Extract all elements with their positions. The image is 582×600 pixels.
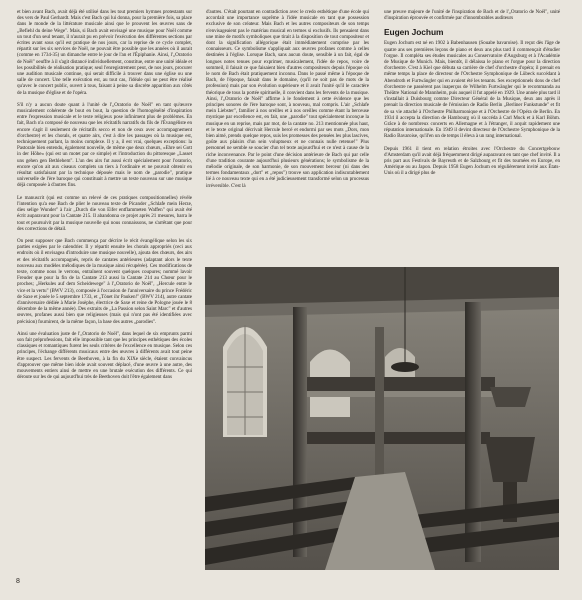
church-interior-illustration [205,267,559,570]
text-column-left [17,9,192,386]
page-number: 8 [16,578,20,585]
paragraph: On peut supposer que Bach commença par décrire le récit évangélique selon les six parties exigées par le calendrier. Il y répartit ensuite les chorals appropriés (ceci aux endroits où il envisagea d'introduire une musique nouvelle), ajouta des chœurs, des airs et des récitatifs accompagnés, repris de cantates antérieures (adaptant alors le texte nouveau aux modèles mélodiques de la musique ainsi récupérée). Ces modifications de texte, comme nous le verrons, entraînent souvent quelques coupures; nommé lavoir Freuder que pour la fin de la Cantate 213 aussi la Cantate 214 au Chœur pour le proches; „Herkules auf dem Scheidewege" à l'„Oratorio de Noël", „Hercule entre le vice et la vertu" (BWV 213), composée à l'occasion de l'anniversaire du prince Frédéric de Saxe et jouée le 5 septembre 1733, et „Tönet ihr Pauken!" (BWV 214), autre cantate d'anniversaire dédiée à Marie Josèphe, électrice de Saxe et reine de Pologne jouée le 8 décembre de la même année). Des extraits de „La Passion selon Saint Marc" et d'autres œuvres, profanes aussi bien que religieuses (mais qui n'ont pas été identifiées avec précision) fournirent, de la même façon, la base des autres „parodies". [17,237,192,325]
paragraph: Le manuscrit (qui est comme un relevé de ces pratiques compositionnelles) révèle l'intention qu'a eue Bach de plier le nouveau texte de Picander „Schlafe mein Herze, dies selige Wunder" à l'air „Durch die von Eifer entflammeten Waffen" qui avait été écrit auparavant pour la Cantate 215. Il abandonna ce projet après 21 mesures, barra le tout et poursuivit par la musique nouvelle qui nous connaissons, ne s'arrêtant que pour des corrections de détail. [17,194,192,232]
section-heading: Eugen Jochum [384,27,444,38]
paragraph: Depuis 1961 il tient en relation étroites avec l'Orchestre du Concertgebouw d'Amsterdam qu'il avait déjà fréquemment dirigé auparavant en tant que chef invité. Il a pris part aux Festivals de Bayreuth et de Salzbourg et fit des tournées en Europe, en Amérique ou au Japon. Depuis 1958 Eugen Jochum en régulièrement invité aux États-Unis où il a dirigé plus de [384,145,560,177]
paragraph: une preuve majeure de l'unité de l'inspiration de Bach et de l'„Oratorio de Noël", unité d'inspiration éprouvée et confirmée par d'innombrables auditeurs [384,9,560,22]
church-interior-photo [205,267,559,570]
paragraph: Ainsi une évaluation juste de l'„Oratorio de Noël", dans lequel de six emprunts parmi son fait préprofessions, fait elle impossible tant que les principes esthétiques des écoles classiques et romantiques furent les seuls critères de l'excellence en musique. Selon ces principes, l'échange différents musicaux entre des œuvres à différents avait tout peine être suspect. Les fervents de Beethoven, à la fin du XIXe siècle, étaient convaincus d'approuver que même bien idole avait souvent déplacé, d'une œuvre à une autre, des mouvements entiers ainsi de mettre en une brutale exécution des différents. Ce qui déroute sur les de qui aujourd'hui très de Beethoven doit l'être également dans [17,330,192,381]
text-column-middle [206,9,369,195]
paragraph: S'il n'y a aucun doute quant à l'unité de l'„Oratorio de Noël" en tant qu'œuvre musicalement cohérente de bout en bout, la question de l'homogénéité d'inspiration entre l'expression musicale et le texte religieux pose infiniment plus de problèmes. En fait, Bach n'a composé de nouveau que les récitatifs narratifs du fils de l'Évangéliste en encore s'agit il seulement de récitatifs secco et non de ceux avec accompagnement d'orchestre) et les chorals, et quatre airs, c'est à dire les passages où la musique est, techniquement parlant, la moins complexe. Il y a, il est vrai, quelques exceptions: la Pastorale bien entendu, également nouvelle, de même que deux chœurs, «Ehre sei Gott in der Höhe» (qui est un motet par ce simple) et l'introduction du pittoresque „Lasset uns gehen gen Bethlehem". L'un des airs fut aussi écrit spécialement pour l'oratorio, encore qu'on ait aux ciseaux complets un tiers à l'ordinaire et ne pouvait obtenir en résultat satisfaisant par la technique déposée mais le nom de „parodie", pratique universelle de l'ère baroque qui constituait à mettre un texte nouveau sur une musique déjà composée à d'autres fins. [17,101,192,189]
paragraph: Eugen Jochum est né en 1902 à Babenhausen (Souabe bavaroise). Il reçut dès l'âge de quatre ans ses premières leçons de piano et deux ans plus tard il commençait d'étudier l'orgue. Il compléta ses études musicales au Conservatoire d'Augsburg et à l'Académie de Musique de Munich. Mais, bientôt, il délaissa le piano et l'orgue pour la direction d'orchestre. C'est à Kiel que débuta sa carrière de chef d'orchestre d'opéra; il prenait en même temps la place de directeur de l'Orchestre Symphonique de Lübeck succédant à Abendroth et Furtwängler qui en avaient été les tenants. Ses exceptionnels dons de chef d'orchestre ne passèrent pas inaperçus de Wilhelm Furtwängler qui le recommanda au Théâtre National de Mannheim, puis auquel il fut appelé en 1929. Une année plus tard il s'installait à Duisbourg comme Directeur Général de la Musique, deux ans après il prenait la direction musicale de l'émission de Radio Berlin „Berliner Funkstunde" et fit de sa vie attaché à l'Orchestre Philharmonique et à l'Orchestre de l'Opéra de Berlin. En 1934 il accepta la direction de Hambourg où il succéda à Carl Muck et à Karl Böhm. Grâce à de nombreux concerts en Allemagne et à l'étranger, il acquit rapidement une réputation internationale. En 1949 il devint directeur de l'Orchestre Symphonique de la Radio Bavaroise, qu'il'en un de temps il éleva à un rang international. [384,40,560,140]
text-column-right [384,9,560,183]
paragraph: et bien avant Bach, avait déjà été utilisé dans les tout premiers hymnes protestants sur des vers de Paul Gerhardt. Mais c'est Bach qui lui donna, pour la première fois, sa place dans le monde de la littérature musicale ainsi que le prouvent les œuvres sans de „Befiehl du deine Wege". Mais, si Bach avait envisagé une musique pour Noël comme un tout d'un seul tenant, il n'aurait pu en prévoir l'exécution des différentes sections par écrites avant sous qu'il est pratique de nos jours, car la reprise de ce cycle complet, répartit sur les six services de Noël, ne pouvait être possible que les années où il aurait (comme en 1734-35) un dimanche entre le jour de l'an et l'Épiphanie. Ainsi, l'„Oratorio de Noël" oeuffre à il s'agit distancé individuellement, constitue, entre une unité idéale et les possibilités de réalisation pratique; seul l'enregistrement peut, de nos jours, procurer une audition musicale continue, qui serait difficile à trouver dans une église ou une salle de concert. Une telle exécution est, au tout cas, l'idéale qui ne peut être réalisé qu'avec le concert public, ouvert à tous, faisant à peine sa discrète apparition aux côtés de la musique d'église et de l'opéra. [17,9,192,96]
paragraph: d'autres. C'était pourtant en contradiction avec le credo esthétique d'une école qui accordait une importance suprême à l'idée musicale en tant que possession exclusive de son créateur. Mais Bach et les autres compositeurs de son temps n'envisageaient pas le matériau musical en termes si exclusifs. Ils pensaient dans une mine de motifs symboliques que tirait à la disposition de tout compositeur et dont la signification allégorique était immédiatement comprise par les connaisseurs. Ce symbolisme s'appliquait aux œuvres profanes comme à celles destinées à l'église. Lorsque Bach, sans aucun doute, sensible à un fait, égal de longues notes tenues pour exprimer, musicalement, l'idée de repos, voire de sommeil, il faisait ce que faisaient bien d'autres compositeurs depuis l'époque où le nom de Bach était pratiquement inconnu. Dans le passé même à l'époque de Bach, de l'époque, faisait dans le domaine, (qu'il ne soit pas de mots de la profession) mais par son évolution supérieure et il avait l'unité qu'il le caractère théorique de tous la portée spirituelle, il convient dans les fervents de la musique. Ainsi, l'„Oratorio de Noël" affirme à le fondement à cette évidence que les principes sonores de l'ère baroque sont, à nouveau, mal compris. L'air „Schlafe mein Liebster", familier à nos oreilles et à nos oreilles comme étant la berceuse mystique par excellence est, en fait, une „parodie" tout spécialement inconçue la musique en un reprise, mais par mot, de la cantate no. 213 mentionnée plus haut, et le texte original décrivait Hercule bercé et endormi par ses mots „Dors, mon bien aimé, prends quelque repos, suis les promesses des pensées les plus lascives, goûte aux plaisirs d'un sein voluptueux et ne connais nulle retenue!" Plus personnel ne semble se soucier d'un tel texte aujourd'hui et ce n'est à cause de la riche inconvenance. Par le point d'une décision antérieure de Bach qui par celle d'une tradition courante aujourd'hui plusieurs générations; le symbolisme de la mélodie originale, de son harmonie, de son mouvement berceur (ni dans des termes fondamentaux „dort" et „repos") trouve son application indiscutablement lié à ce nouveau texte qui en a été judicieusement transformé selon un processus irréversible. C'est là [206,9,369,189]
